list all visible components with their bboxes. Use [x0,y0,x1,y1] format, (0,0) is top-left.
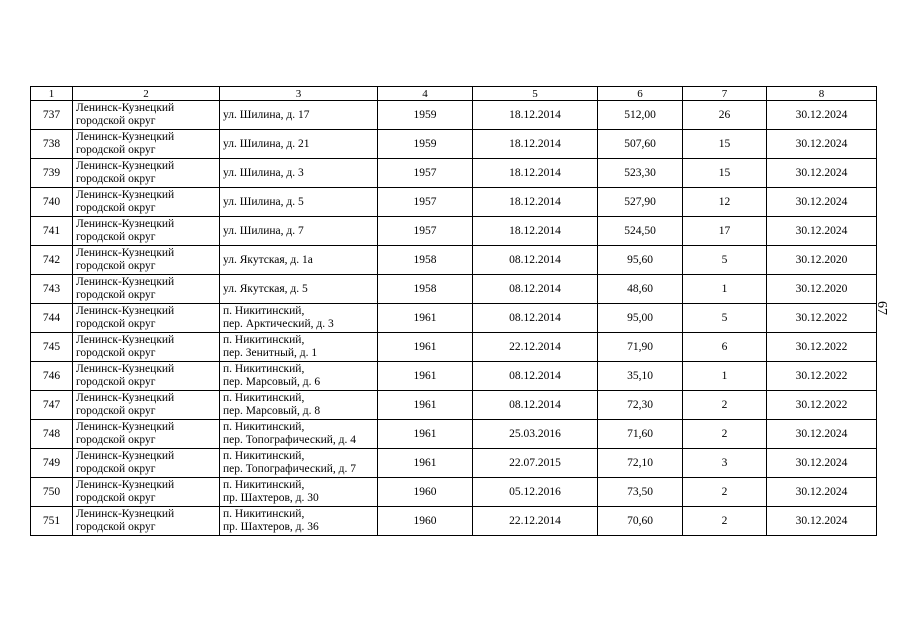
address-cell [220,391,378,420]
year-built-cell-text: 1959 [413,108,437,121]
deadline-cell-text: 30.12.2022 [795,311,848,324]
table-body [31,87,877,536]
row-number-cell-text: 750 [42,485,61,498]
column-number: 5 [473,87,598,101]
residents-count-cell-text: 5 [721,253,728,266]
municipality-cell [73,130,220,159]
address-cell [220,333,378,362]
row-number-cell-text: 751 [42,514,61,527]
row-number-cell-text: 737 [42,108,61,121]
date-cell-text: 18.12.2014 [509,108,561,121]
municipality-cell [73,391,220,420]
deadline-cell-text: 30.12.2024 [795,427,848,440]
date-cell [473,246,598,275]
area-cell-text: 523,30 [624,166,656,179]
date-cell [473,391,598,420]
address-cell [220,304,378,333]
table-row [31,333,877,362]
year-built-cell-text: 1961 [413,456,437,469]
table-row [31,391,877,420]
municipality-cell [73,101,220,130]
residents-count-cell-text: 1 [721,369,728,382]
column-number: 3 [220,87,378,101]
area-cell-text: 71,60 [627,427,653,440]
area-cell [598,188,683,217]
area-cell [598,478,683,507]
area-cell-text: 527,90 [624,195,656,208]
date-cell [473,420,598,449]
area-cell [598,362,683,391]
area-cell-text: 48,60 [627,282,653,295]
municipality-cell-text: Ленинск-Кузнецкий городской округ [76,363,175,388]
area-cell [598,130,683,159]
residents-count-cell-text: 2 [721,485,728,498]
row-number-cell-text: 746 [42,369,61,382]
municipality-cell-text: Ленинск-Кузнецкий городской округ [76,334,175,359]
municipality-cell [73,507,220,536]
table-row [31,188,877,217]
date-cell-text: 08.12.2014 [509,369,561,382]
municipality-cell [73,478,220,507]
address-cell-text: п. Никитинский, пер. Топографический, д. 7 [223,450,357,475]
year-built-cell-text: 1958 [413,282,437,295]
row-number-cell [31,449,73,478]
date-cell [473,507,598,536]
row-number-cell-text: 738 [42,137,61,150]
address-cell [220,420,378,449]
residents-count-cell-text: 2 [721,427,728,440]
area-cell [598,101,683,130]
municipality-cell [73,217,220,246]
residents-count-cell-text: 15 [718,137,731,150]
column-number: 4 [378,87,473,101]
municipality-cell [73,275,220,304]
deadline-cell [767,304,877,333]
year-built-cell-text: 1958 [413,253,437,266]
column-number: 8 [767,87,877,101]
area-cell [598,217,683,246]
date-cell-text: 08.12.2014 [509,311,561,324]
residents-count-cell [683,275,767,304]
deadline-cell-text: 30.12.2020 [795,282,848,295]
row-number-cell [31,188,73,217]
area-cell-text: 95,00 [627,311,653,324]
row-number-cell-text: 749 [42,456,61,469]
table-row [31,507,877,536]
deadline-cell-text: 30.12.2022 [795,398,848,411]
row-number-cell-text: 741 [42,224,61,237]
area-cell [598,333,683,362]
deadline-cell-text: 30.12.2024 [795,514,848,527]
residents-count-cell [683,420,767,449]
year-built-cell [378,449,473,478]
area-cell-text: 507,60 [624,137,656,150]
address-cell-text: ул. Шилина, д. 17 [223,108,310,121]
date-cell-text: 18.12.2014 [509,166,561,179]
year-built-cell-text: 1961 [413,427,437,440]
address-cell [220,246,378,275]
row-number-cell [31,362,73,391]
date-cell-text: 08.12.2014 [509,282,561,295]
year-built-cell [378,478,473,507]
year-built-cell [378,304,473,333]
date-cell-text: 22.07.2015 [509,456,561,469]
residents-count-cell-text: 6 [721,340,728,353]
address-cell [220,159,378,188]
row-number-cell [31,420,73,449]
municipality-cell [73,362,220,391]
column-number: 6 [598,87,683,101]
residents-count-cell [683,391,767,420]
municipality-cell-text: Ленинск-Кузнецкий городской округ [76,102,175,127]
table-row [31,304,877,333]
deadline-cell [767,391,877,420]
row-number-cell-text: 742 [42,253,61,266]
date-cell [473,304,598,333]
row-number-cell-text: 743 [42,282,61,295]
date-cell-text: 25.03.2016 [509,427,561,440]
table-row [31,101,877,130]
municipality-cell [73,159,220,188]
residents-count-cell [683,159,767,188]
address-cell [220,478,378,507]
address-cell-text: п. Никитинский, пер. Марсовый, д. 8 [223,392,321,417]
municipality-cell-text: Ленинск-Кузнецкий городской округ [76,189,175,214]
row-number-cell [31,246,73,275]
row-number-cell [31,275,73,304]
area-cell [598,449,683,478]
deadline-cell [767,188,877,217]
row-number-cell [31,478,73,507]
date-cell [473,217,598,246]
year-built-cell-text: 1957 [413,166,437,179]
residents-count-cell [683,304,767,333]
date-cell-text: 08.12.2014 [509,253,561,266]
date-cell-text: 18.12.2014 [509,137,561,150]
municipality-cell [73,420,220,449]
address-cell-text: п. Никитинский, пер. Марсовый, д. 6 [223,363,321,388]
year-built-cell [378,391,473,420]
municipality-cell-text: Ленинск-Кузнецкий городской округ [76,160,175,185]
address-cell [220,217,378,246]
date-cell-text: 18.12.2014 [509,195,561,208]
deadline-cell-text: 30.12.2024 [795,195,848,208]
residents-count-cell [683,217,767,246]
deadline-cell-text: 30.12.2020 [795,253,848,266]
address-cell [220,101,378,130]
row-number-cell [31,130,73,159]
area-cell-text: 70,60 [627,514,653,527]
deadline-cell-text: 30.12.2024 [795,108,848,121]
municipality-cell-text: Ленинск-Кузнецкий городской округ [76,479,175,504]
date-cell [473,188,598,217]
address-cell [220,507,378,536]
year-built-cell [378,217,473,246]
area-cell [598,507,683,536]
deadline-cell-text: 30.12.2024 [795,166,848,179]
table-row [31,478,877,507]
year-built-cell-text: 1959 [413,137,437,150]
area-cell-text: 73,50 [627,485,653,498]
row-number-cell [31,507,73,536]
table-row [31,217,877,246]
deadline-cell [767,246,877,275]
address-cell-text: п. Никитинский, пер. Арктический, д. 3 [223,305,334,330]
residents-count-cell-text: 2 [721,514,728,527]
column-number: 2 [73,87,220,101]
deadline-cell-text: 30.12.2024 [795,485,848,498]
area-cell-text: 524,50 [624,224,656,237]
municipality-cell-text: Ленинск-Кузнецкий городской округ [76,421,175,446]
date-cell [473,478,598,507]
deadline-cell [767,333,877,362]
residents-count-cell [683,507,767,536]
year-built-cell-text: 1960 [413,514,437,527]
area-cell-text: 95,60 [627,253,653,266]
year-built-cell [378,275,473,304]
year-built-cell [378,246,473,275]
row-number-cell [31,101,73,130]
residents-count-cell-text: 26 [718,108,731,121]
table-row [31,420,877,449]
year-built-cell [378,101,473,130]
area-cell [598,159,683,188]
residents-count-cell [683,130,767,159]
deadline-cell-text: 30.12.2024 [795,224,848,237]
deadline-cell [767,130,877,159]
deadline-cell [767,420,877,449]
address-cell [220,188,378,217]
column-number: 7 [683,87,767,101]
municipality-cell-text: Ленинск-Кузнецкий городской округ [76,218,175,243]
municipality-cell [73,188,220,217]
year-built-cell-text: 1961 [413,340,437,353]
table-row [31,130,877,159]
area-cell [598,246,683,275]
row-number-cell [31,159,73,188]
residents-count-cell [683,101,767,130]
residents-count-cell-text: 15 [718,166,731,179]
year-built-cell-text: 1961 [413,398,437,411]
row-number-cell-text: 739 [42,166,61,179]
table-row [31,246,877,275]
year-built-cell [378,507,473,536]
deadline-cell [767,275,877,304]
deadline-cell [767,478,877,507]
address-cell-text: ул. Шилина, д. 7 [223,224,304,237]
address-cell-text: ул. Шилина, д. 21 [223,137,310,150]
address-cell-text: ул. Шилина, д. 3 [223,166,304,179]
deadline-cell-text: 30.12.2024 [795,456,848,469]
deadline-cell [767,101,877,130]
date-cell-text: 05.12.2016 [509,485,561,498]
municipality-cell-text: Ленинск-Кузнецкий городской округ [76,392,175,417]
residents-count-cell-text: 3 [721,456,728,469]
date-cell-text: 18.12.2014 [509,224,561,237]
address-cell-text: ул. Якутская, д. 5 [223,282,308,295]
row-number-cell-text: 745 [42,340,61,353]
residents-count-cell-text: 12 [718,195,731,208]
table-row [31,159,877,188]
residents-count-cell [683,478,767,507]
row-number-cell [31,304,73,333]
residents-count-cell [683,246,767,275]
address-cell [220,275,378,304]
deadline-cell [767,362,877,391]
area-cell [598,420,683,449]
year-built-cell [378,188,473,217]
municipality-cell [73,304,220,333]
date-cell [473,449,598,478]
deadline-cell-text: 30.12.2022 [795,369,848,382]
year-built-cell [378,333,473,362]
year-built-cell-text: 1957 [413,224,437,237]
address-cell [220,130,378,159]
row-number-cell-text: 744 [42,311,61,324]
row-number-cell [31,333,73,362]
residents-count-cell-text: 1 [721,282,728,295]
municipality-cell-text: Ленинск-Кузнецкий городской округ [76,276,175,301]
municipality-cell-text: Ленинск-Кузнецкий городской округ [76,450,175,475]
municipality-cell [73,246,220,275]
area-cell [598,391,683,420]
address-cell-text: ул. Шилина, д. 5 [223,195,304,208]
address-cell-text: п. Никитинский, пер. Зенитный, д. 1 [223,334,318,359]
date-cell-text: 22.12.2014 [509,340,561,353]
deadline-cell [767,217,877,246]
address-cell-text: ул. Якутская, д. 1а [223,253,313,266]
address-cell-text: п. Никитинский, пр. Шахтеров, д. 30 [223,479,319,504]
area-cell-text: 72,30 [627,398,653,411]
deadline-cell [767,449,877,478]
year-built-cell [378,362,473,391]
residents-count-cell [683,362,767,391]
area-cell [598,275,683,304]
row-number-cell-text: 740 [42,195,61,208]
area-cell [598,304,683,333]
deadline-cell [767,507,877,536]
residents-count-cell [683,188,767,217]
address-cell [220,449,378,478]
table-row [31,362,877,391]
date-cell [473,101,598,130]
year-built-cell-text: 1961 [413,369,437,382]
column-number: 1 [31,87,73,101]
deadline-cell [767,159,877,188]
residents-count-cell [683,333,767,362]
table-row [31,449,877,478]
year-built-cell-text: 1961 [413,311,437,324]
address-cell-text: п. Никитинский, пр. Шахтеров, д. 36 [223,508,319,533]
municipality-cell-text: Ленинск-Кузнецкий городской округ [76,305,175,330]
residents-count-cell-text: 17 [718,224,731,237]
residents-count-cell [683,449,767,478]
area-cell-text: 71,90 [627,340,653,353]
date-cell [473,275,598,304]
row-number-cell [31,217,73,246]
housing-registry-table [30,86,877,536]
date-cell [473,130,598,159]
year-built-cell [378,420,473,449]
date-cell [473,159,598,188]
year-built-cell-text: 1957 [413,195,437,208]
address-cell-text: п. Никитинский, пер. Топографический, д. 4 [223,421,357,446]
municipality-cell-text: Ленинск-Кузнецкий городской округ [76,131,175,156]
residents-count-cell-text: 5 [721,311,728,324]
date-cell-text: 08.12.2014 [509,398,561,411]
municipality-cell-text: Ленинск-Кузнецкий городской округ [76,247,175,272]
area-cell-text: 72,10 [627,456,653,469]
page-number: 67 [874,301,889,315]
row-number-cell [31,391,73,420]
deadline-cell-text: 30.12.2024 [795,137,848,150]
year-built-cell-text: 1960 [413,485,437,498]
municipality-cell [73,449,220,478]
row-number-cell-text: 748 [42,427,61,440]
year-built-cell [378,130,473,159]
table-row [31,275,877,304]
area-cell-text: 35,10 [627,369,653,382]
municipality-cell [73,333,220,362]
column-number-row [31,87,877,101]
deadline-cell-text: 30.12.2022 [795,340,848,353]
date-cell-text: 22.12.2014 [509,514,561,527]
year-built-cell [378,159,473,188]
date-cell [473,333,598,362]
residents-count-cell-text: 2 [721,398,728,411]
address-cell [220,362,378,391]
municipality-cell-text: Ленинск-Кузнецкий городской округ [76,508,175,533]
area-cell-text: 512,00 [624,108,656,121]
row-number-cell-text: 747 [42,398,61,411]
date-cell [473,362,598,391]
